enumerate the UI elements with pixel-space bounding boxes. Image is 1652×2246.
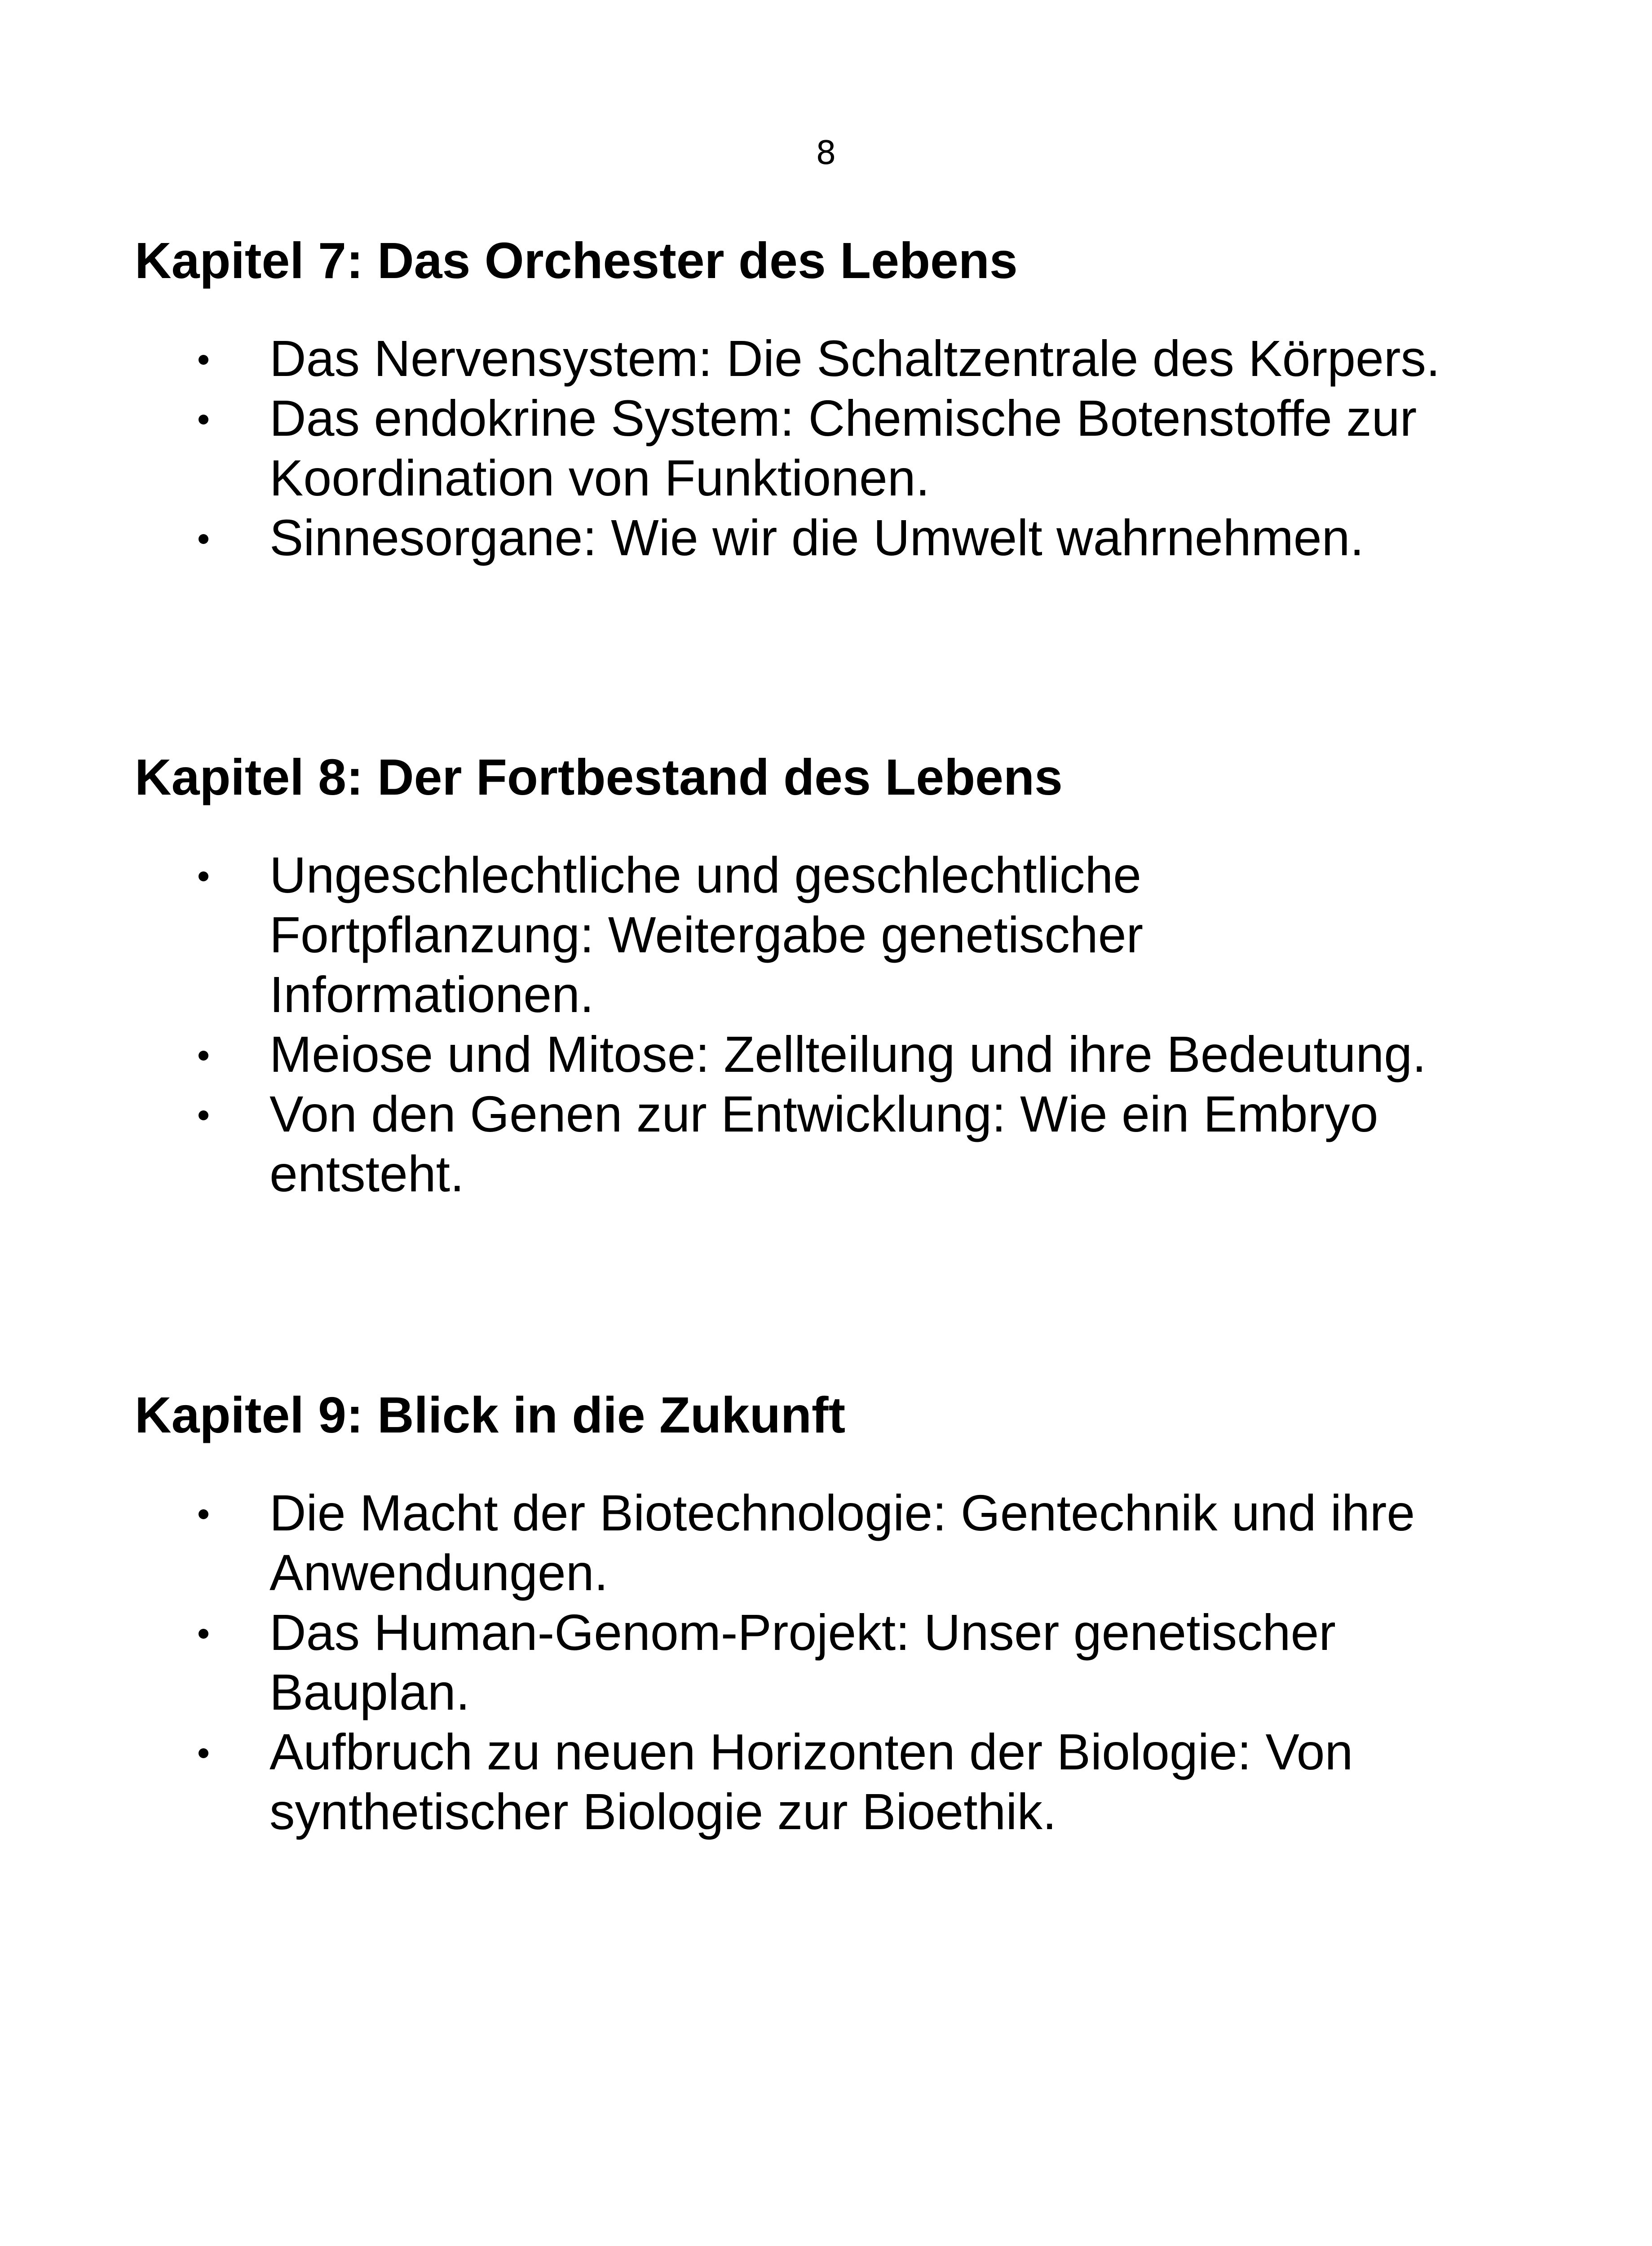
bullet-icon	[199, 1110, 208, 1120]
bullet-icon	[199, 415, 208, 424]
bullet-list	[135, 329, 1527, 568]
list-item-line: entsteht.	[269, 1145, 464, 1202]
bullet-icon	[199, 534, 208, 544]
list-item	[135, 329, 1527, 389]
list-item	[135, 1483, 1527, 1603]
chapter-title: Kapitel 9: Blick in die Zukunft	[135, 1387, 846, 1443]
list-item	[135, 1603, 1527, 1722]
bullet-icon	[199, 1509, 208, 1519]
bullet-list	[135, 845, 1527, 1204]
list-item-line: Fortpflanzung: Weitergabe genetischer	[269, 906, 1144, 963]
list-item	[135, 1722, 1527, 1842]
list-item-line: Ungeschlechtliche und geschlechtliche	[269, 847, 1142, 903]
list-item-line: Von den Genen zur Entwicklung: Wie ein Embryo	[269, 1086, 1378, 1142]
list-item	[135, 389, 1527, 508]
list-item	[135, 845, 1527, 1025]
list-item-line: Informationen.	[269, 966, 594, 1023]
bullet-icon	[199, 1051, 208, 1061]
list-item-line: synthetischer Biologie zur Bioethik.	[269, 1783, 1057, 1840]
list-item	[135, 1025, 1527, 1084]
list-item-line: Das endokrine System: Chemische Botenstoffe zur	[269, 390, 1417, 447]
list-item-line: Meiose und Mitose: Zellteilung und ihre Bedeutung.	[269, 1026, 1427, 1083]
list-item-line: Bauplan.	[269, 1664, 470, 1720]
list-item-line: Sinnesorgane: Wie wir die Umwelt wahrnehmen.	[269, 509, 1364, 566]
list-item	[135, 508, 1527, 568]
list-item-line: Die Macht der Biotechnologie: Gentechnik und ihre	[269, 1485, 1415, 1541]
chapter-title: Kapitel 7: Das Orchester des Lebens	[135, 232, 1018, 289]
list-item-line: Anwendungen.	[269, 1544, 608, 1601]
list-item-line: Koordination von Funktionen.	[269, 450, 930, 506]
list-item	[135, 1084, 1527, 1204]
page-number: 8	[816, 134, 836, 172]
list-item-line: Das Human-Genom-Projekt: Unser genetischer	[269, 1604, 1336, 1661]
bullet-icon	[199, 1748, 208, 1758]
chapter-7	[135, 229, 1527, 568]
bullet-icon	[199, 1629, 208, 1639]
chapter-9	[135, 1384, 1527, 1842]
chapter-8	[135, 746, 1527, 1204]
list-item-line: Aufbruch zu neuen Horizonten der Biologie: Von	[269, 1724, 1353, 1780]
bullet-icon	[199, 355, 208, 365]
bullet-list	[135, 1483, 1527, 1842]
list-item-line: Das Nervensystem: Die Schaltzentrale des Körpers.	[269, 330, 1440, 387]
chapter-title: Kapitel 8: Der Fortbestand des Lebens	[135, 749, 1063, 805]
bullet-icon	[199, 871, 208, 881]
